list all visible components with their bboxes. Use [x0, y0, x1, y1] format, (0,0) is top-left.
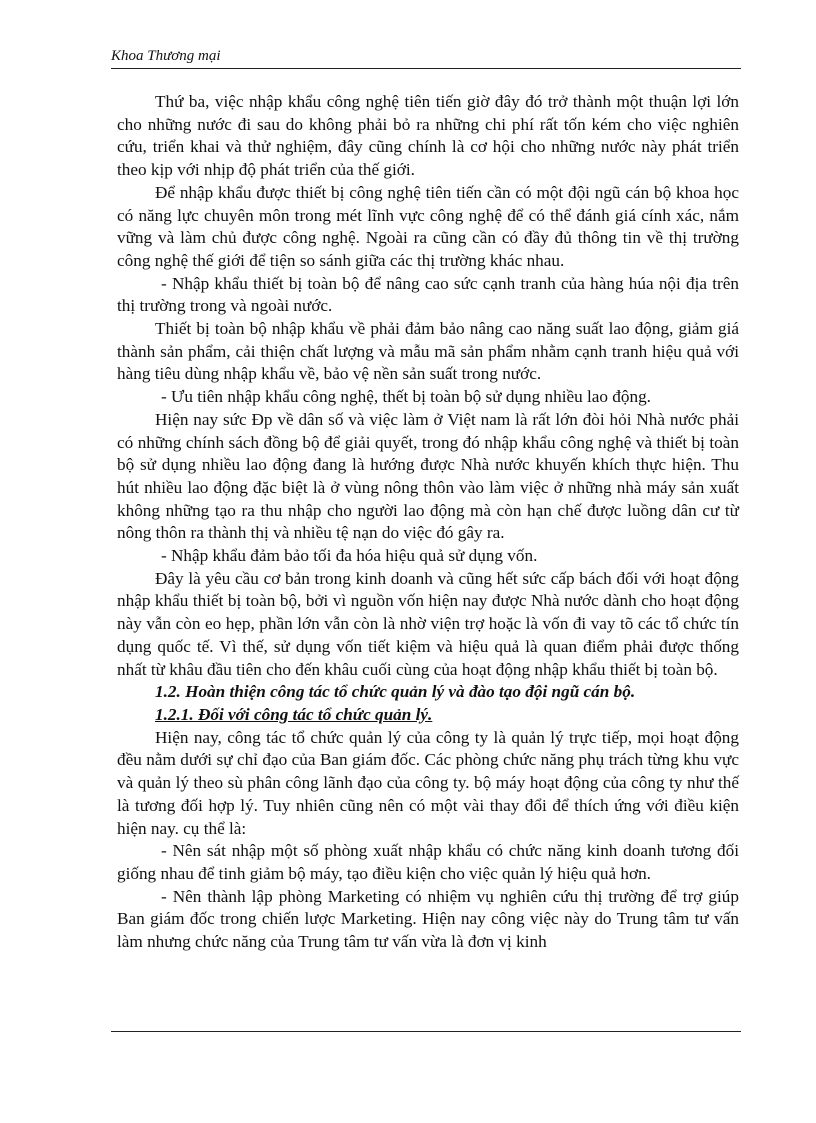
- paragraph: Để nhập khẩu được thiết bị công nghệ tiên tiến cần có một đội ngũ cán bộ khoa học có năng lực chuyên môn trong mét lĩnh vực công nghệ để có thể đánh giá cính xác, nắm vững và làm chủ được công nghệ. Ngoài ra cũng cần có đầy đủ thông tin về thị trường công nghệ thế giới để tiện so sánh giữa các thị trường khác nhau.: [117, 182, 739, 270]
- section-heading: 1.2. Hoàn thiện công tác tổ chức quản lý và đào tạo đội ngũ cán bộ.: [155, 682, 636, 702]
- paragraph: Thiết bị toàn bộ nhập khẩu về phải đảm bảo nâng cao năng suất lao động, giảm giá thành sản phẩm, cải thiện chất lượng và mẫu mã sản phẩm nhằm cạnh tranh hiệu quả với hàng tiêu dùng nhập khẩu về, bảo vệ nền sản suất trong nước.: [117, 319, 739, 384]
- bullet-paragraph: - Nên thành lập phòng Marketing có nhiệm vụ nghiên cứu thị trường để trợ giúp Ban giám đốc trong chiến lược Marketing. Hiện nay công việc này do Trung tâm tư vấn làm nhưng chức năng của Trung tâm tư vấn vừa là đơn vị kinh: [117, 886, 739, 952]
- subsection-heading: [117, 704, 739, 727]
- header-title: Khoa Thương mại: [111, 48, 221, 64]
- subsection-heading-text: 1.2.1. Đối với công tác tổ chức quản lý.: [155, 704, 433, 724]
- paragraph: Thứ ba, việc nhập khẩu công nghệ tiên tiến giờ đây đó trở thành một thuận lợi lớn cho những nước đi sau do không phải bỏ ra những chi phí rất tốn kém cho việc nghiên cứu, triển khai và thử nghiệm, đây cũng chính là cơ hội cho những nước này phát triển theo kịp với nhịp độ phát triển của thế giới.: [117, 92, 739, 180]
- paragraph: Hiện nay sức Đp về dân số và việc làm ở Việt nam là rất lớn đòi hỏi Nhà nước phải có những chính sách đồng bộ để giải quyết, trong đó nhập khẩu công nghệ và thiết bị toàn bộ sử dụng nhiều lao động đang là hướng được Nhà nước khuyến khích thực hiện. Thu hút nhiều lao động đặc biệt là ở vùng nông thôn vào làm việc ở những nhà máy sản xuất không những tạo ra thu nhập cho người lao động mà còn hạn chế được luồng dân cư từ nông thôn ra thành thị và nhiều tệ nạn do việc đó gây ra.: [117, 409, 739, 543]
- paragraph: Hiện nay, công tác tổ chức quản lý của công ty là quản lý trực tiếp, mọi hoạt động đều nằm dưới sự chỉ đạo của Ban giám đốc. Các phòng chức năng phụ trách từng khu vực và quản lý theo sù phân công lãnh đạo của công ty. bộ máy hoạt động của công ty như thế là tương đối hợp lý. Tuy nhiên cũng nên có một vài thay đổi để thích ứng với điều kiện hiện nay. cụ thể là:: [117, 727, 739, 838]
- footer-divider: [111, 1031, 741, 1032]
- document-body: [117, 91, 739, 954]
- bullet-paragraph: - Nhập khẩu thiết bị toàn bộ để nâng cao sức cạnh tranh của hàng húa nội địa trên thị trường trong và ngoài nước.: [117, 273, 739, 316]
- bullet-paragraph: - Nhập khẩu đảm bảo tối đa hóa hiệu quả sử dụng vốn.: [161, 546, 538, 566]
- bullet-paragraph: - Nên sát nhập một số phòng xuất nhập khẩu có chức năng kinh doanh tương đối giống nhau để tinh giảm bộ máy, tạo điều kiện cho việc quản lý hiệu quả hơn.: [117, 841, 739, 883]
- page-header: [111, 48, 741, 69]
- paragraph: Đây là yêu cầu cơ bản trong kinh doanh và cũng hết sức cấp bách đối với hoạt động nhập khẩu thiết bị toàn bộ, bởi vì nguồn vốn hiện nay được Nhà nước dành cho hoạt động này vẫn còn eo hẹp, phần lớn vẫn còn là nhờ viện trợ hoặc là vốn đi vay tõ các tổ chức tín dụng quốc tế. Vì thế, sử dụng vốn tiết kiệm và hiệu quả là quan điểm phải được thống nhất từ khâu đầu tiên cho đến khâu cuối cùng của hoạt động nhập khẩu thiết bị toàn bộ.: [117, 568, 739, 679]
- bullet-paragraph: - Ưu tiên nhập khẩu công nghệ, thết bị toàn bộ sử dụng nhiều lao động.: [161, 387, 651, 407]
